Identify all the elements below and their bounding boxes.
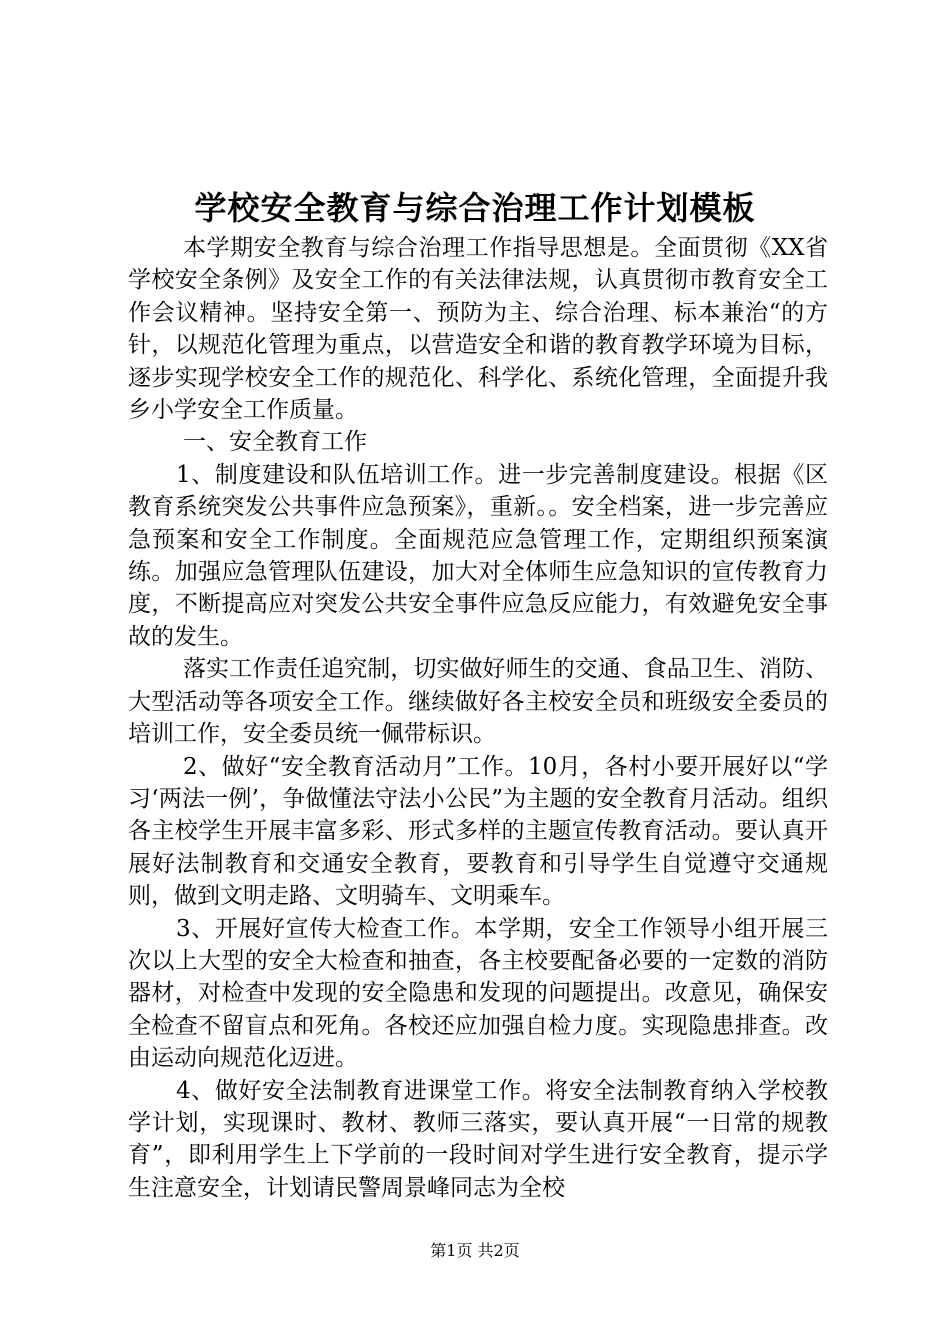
page-number-footer: 第1页 共2页 xyxy=(430,1241,520,1260)
paragraph-guiding-thought: 本学期安全教育与综合治理工作指导思想是。全面贯彻《XX省学校安全条例》及安全工作的有关法律法规，认真贯彻市教育安全工作会议精神。坚持安全第一、预防为主、综合治理、标本兼治“的方针，以规范化管理为重点，以营造安全和谐的教育教学环境为目标，逐步实现学校安全工作的规范化、科学化、系统化管理，全面提升我乡小学安全工作质量。 xyxy=(128,235,828,424)
paragraph-responsibility: 落实工作责任追究制，切实做好师生的交通、食品卫生、消防、大型活动等各项安全工作。继续做好各主校安全员和班级安全委员的培训工作，安全委员统一佩带标识。 xyxy=(128,656,828,748)
paragraph-item-1: 1、制度建设和队伍培训工作。进一步完善制度建设。根据《区教育系统突发公共事件应急预案》，重新。。安全档案，进一步完善应急预案和安全工作制度。全面规范应急管理工作，定期组织预案演练。加强应急管理队伍建设，加大对全体师生应急知识的宣传教育力度，不断提高应对突发公共安全事件应急反应能力，有效避免安全事故的发生。 xyxy=(128,461,828,650)
document-body xyxy=(128,232,828,1204)
paragraph-item-2: 2、做好“安全教育活动月”工作。10月，各村小要开展好以“学习‘两法一例’，争做懂法守法小公民”为主题的安全教育月活动。组织各主校学生开展丰富多彩、形式多样的主题宣传教育活动。要认真开展好法制教育和交通安全教育，要教育和引导学生自觉遵守交通规则，做到文明走路、文明骑车、文明乘车。 xyxy=(128,753,828,910)
paragraph-item-4: 4、做好安全法制教育进课堂工作。将安全法制教育纳入学校教学计划，实现课时、教材、教师三落实，要认真开展“一日常的规教育”，即利用学生上下学前的一段时间对学生进行安全教育，提示学生注意安全，计划请民警周景峰同志为全校 xyxy=(128,1077,828,1201)
paragraph-item-3: 3、开展好宣传大检查工作。本学期，安全工作领导小组开展三次以上大型的安全大检查和抽查，各主校要配备必要的一定数的消防器材，对检查中发现的安全隐患和发现的问题提出。改意见，确保安全检查不留盲点和死角。各校还应加强自检力度。实现隐患排查。改由运动向规范化迈进。 xyxy=(128,915,828,1072)
section-heading-safety-education: 一、安全教育工作 xyxy=(183,429,367,456)
document-title: 学校安全教育与综合治理工作计划模板 xyxy=(194,189,756,227)
